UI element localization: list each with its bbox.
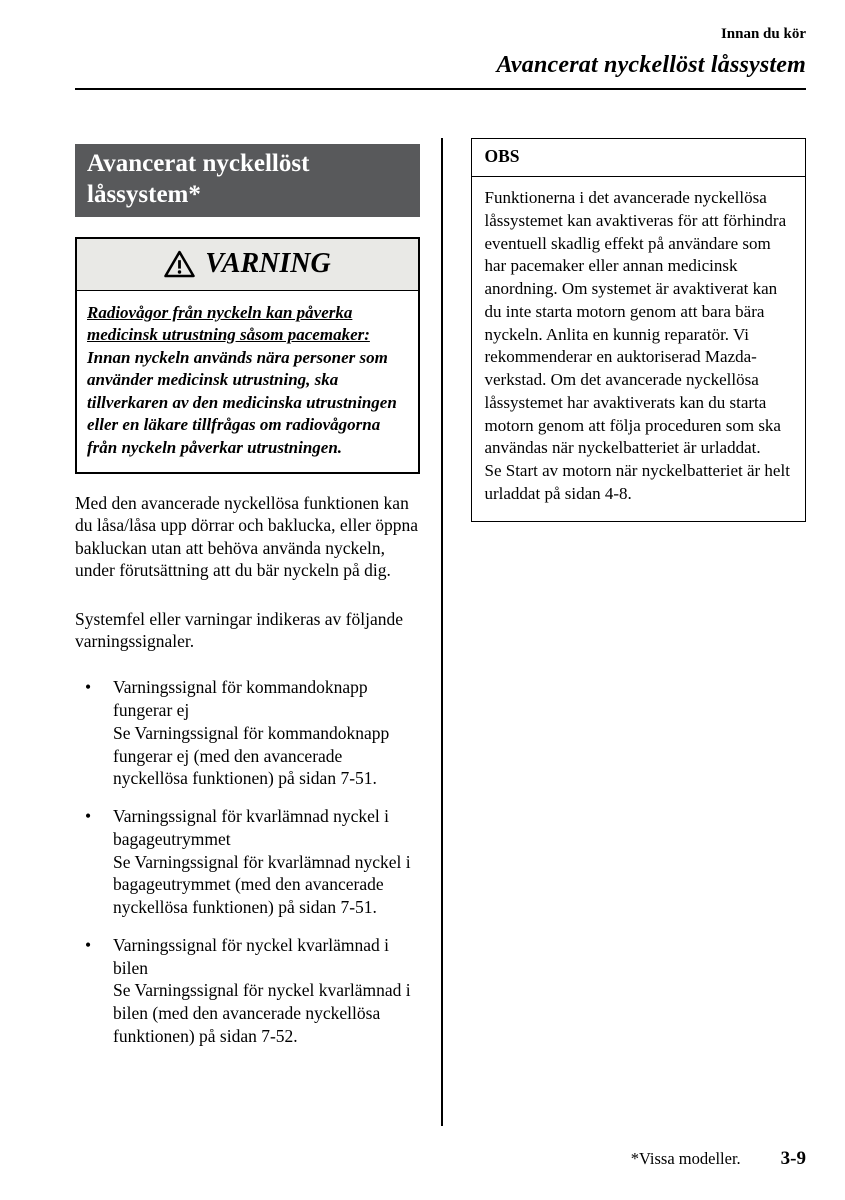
column-divider xyxy=(441,138,443,1126)
list-item xyxy=(75,934,420,1048)
list-item xyxy=(75,676,420,790)
warning-label: VARNING xyxy=(205,248,331,279)
header-section-label: Innan du kör xyxy=(720,26,806,42)
list-item-text xyxy=(113,805,420,919)
left-column xyxy=(75,138,420,1126)
section-title-banner: Avancerat nyckellöst låssystem* xyxy=(75,144,420,217)
obs-reference: Se Start av motorn när nyckelbatteriet är helt urladdat på sidan 4-8. xyxy=(484,461,790,503)
header-rule xyxy=(75,88,806,90)
bullet-marker: • xyxy=(85,934,92,955)
obs-body xyxy=(472,177,806,521)
bullet-marker: • xyxy=(85,806,92,827)
list-item xyxy=(75,805,420,919)
page-footer xyxy=(631,1148,806,1170)
list-item-reference: Se Varningssignal för kommandoknapp fungerar ej (med den avancerade nyckellösa funktionen) på sidan 7-51. xyxy=(113,722,390,789)
signals-paragraph: Systemfel eller varningar indikeras av följande varningssignaler. xyxy=(75,608,404,652)
warning-header xyxy=(77,239,418,291)
bullet-marker: • xyxy=(85,677,92,698)
warning-text xyxy=(77,291,418,472)
warning-box xyxy=(75,237,420,474)
content-columns xyxy=(75,138,806,1126)
footer-note: *Vissa modeller. xyxy=(630,1149,741,1168)
list-item-reference: Se Varningssignal för kvarlämnad nyckel i bagageutrymmet (med den avancerade nyckellösa funktionen) på sidan 7-51. xyxy=(113,851,411,918)
warning-icon xyxy=(164,250,195,278)
warning-body: Innan nyckeln används nära personer som använder medicinsk utrustning, ska tillverkaren av den medicinska utrustningen eller en läkare tillfrågas om radiovågorna från nyckeln påverkar utrustningen. xyxy=(87,347,397,457)
list-item-text xyxy=(113,676,420,790)
list-item-reference: Se Varningssignal för nyckel kvarlämnad i bilen (med den avancerade nyckellösa funktionen) på sidan 7-52. xyxy=(113,980,411,1046)
list-item-text xyxy=(113,934,420,1048)
obs-label: OBS xyxy=(484,146,520,166)
page-number: 3-9 xyxy=(780,1148,806,1169)
header-title: Avancerat nyckellöst låssystem xyxy=(496,52,806,78)
right-column xyxy=(471,138,807,1126)
intro-paragraph: Med den avancerade nyckellösa funktionen kan du låsa/låsa upp dörrar och baklucka, eller öppna bakluckan utan att behöva använda nyckeln, under förutsättning att du bär nyckeln på dig. xyxy=(75,493,419,580)
obs-header xyxy=(472,139,806,177)
list-item-title: Varningssignal för nyckel kvarlämnad i bilen xyxy=(113,934,390,978)
list-item-title: Varningssignal för kvarlämnad nyckel i bagageutrymmet xyxy=(113,806,390,849)
page-header xyxy=(75,26,806,90)
obs-box xyxy=(471,138,807,522)
warning-lead: Radiovågor från nyckeln kan påverka medicinsk utrustning såsom pacemaker: xyxy=(87,303,370,345)
list-item-title: Varningssignal för kommandoknapp fungerar ej xyxy=(113,677,368,721)
warning-signal-list xyxy=(75,676,420,1047)
obs-paragraph: Funktionerna i det avancerade nyckellösa låssystemet kan avaktiveras för att förhindra eventuell skadlig effekt på användare som har pacemaker eller annan medicinsk anordning. Om systemet är avaktiverat kan du inte starta motorn genom att bara bära nyckeln. Anlita en kunnig reparatör. Vi rekommenderar en auktoriserad Mazda-verkstad. Om det avancerade nyckellösa låssystemet har avaktiverats kan du starta motorn genom att följa proceduren som ska användas när nyckelbatteriet är urladdat. xyxy=(484,188,787,458)
